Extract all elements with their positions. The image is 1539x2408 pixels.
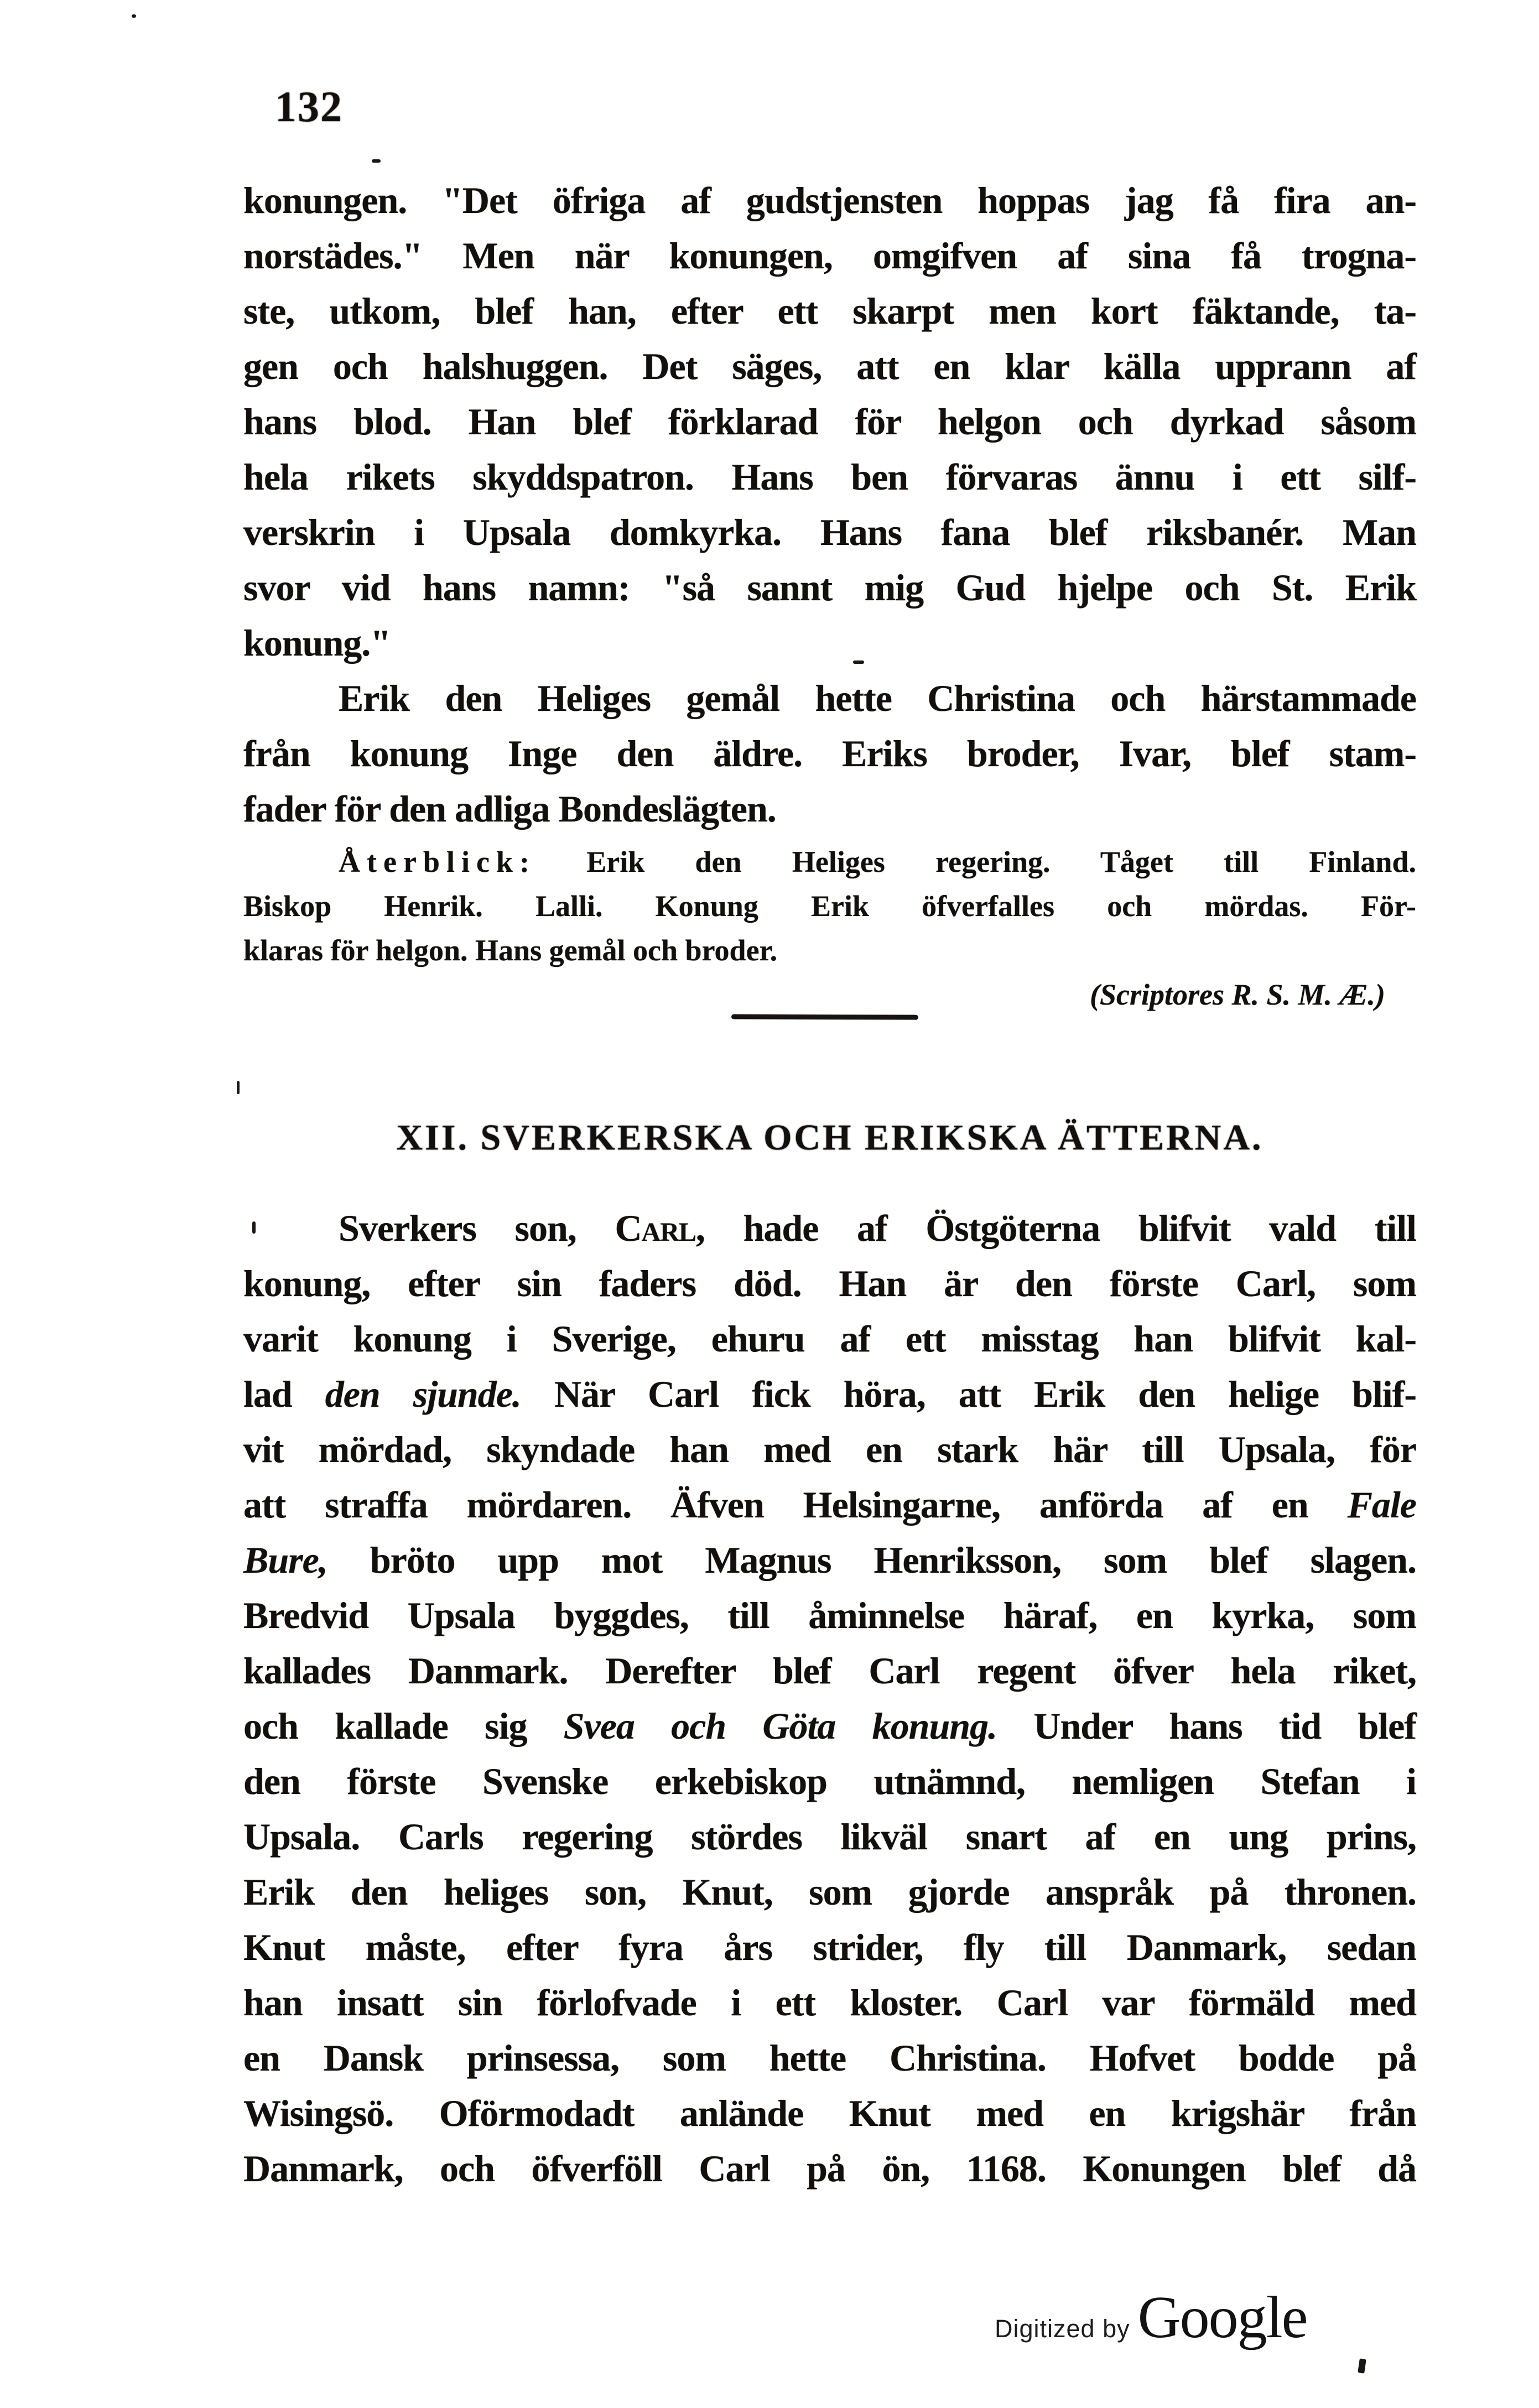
text-segment: fader för den adliga Bondeslägten. (243, 788, 776, 830)
scan-speck (132, 14, 136, 18)
review-note (243, 840, 1416, 1017)
text-segment: hela rikets skyddspatron. Hans ben förvaras ännu i ett silf- (243, 456, 1416, 498)
text-line (243, 2141, 1416, 2196)
text-line (243, 394, 1416, 449)
text-segment: kallades Danmark. Derefter blef Carl regent öfver hela riket, (243, 1650, 1416, 1692)
text-line (243, 2085, 1416, 2141)
text-line (243, 1920, 1416, 1975)
text-line (243, 339, 1416, 394)
smallcaps-segment: Carl (615, 1207, 696, 1249)
text-segment: ste, utkom, blef han, efter ett skarpt men kort fäktande, ta- (243, 290, 1416, 332)
text-segment: från konung Inge den äldre. Eriks broder, Ivar, blef stam- (243, 732, 1416, 774)
text-segment: lad (243, 1373, 325, 1415)
text-line (243, 1754, 1416, 1809)
text-segment: När Carl fick höra, att Erik den helige blif- (521, 1373, 1416, 1415)
text-segment: , hade af Östgöterna blifvit vald till (695, 1207, 1417, 1249)
text-segment: Upsala. Carls regering stördes likväl snart af en ung prins, (243, 1816, 1416, 1858)
text-segment: vit mördad, skyndade han med en stark här till Upsala, för (243, 1428, 1416, 1470)
text-segment: hans blod. Han blef förklarad för helgon och dyrkad såsom (243, 401, 1416, 443)
italic-segment: (Scriptores R. S. M. Æ.) (1089, 978, 1385, 1011)
text-line (243, 173, 1416, 228)
text-segment: Sverkers son, (339, 1207, 615, 1249)
text-segment: en Dansk prinsessa, som hette Christina. Hofvet bodde på (243, 2037, 1416, 2079)
text-segment: Erik den Heliges gemål hette Christina och härstammade (339, 677, 1416, 719)
text-segment: verskrin i Upsala domkyrka. Hans fana blef riksbanér. Man (243, 511, 1416, 553)
italic-segment: den sjunde. (325, 1373, 521, 1415)
text-line (243, 228, 1416, 283)
text-line (243, 1809, 1416, 1864)
text-segment: Bredvid Upsala byggdes, till åminnelse häraf, en kyrka, som (243, 1594, 1416, 1636)
text-line (243, 283, 1416, 339)
text-segment: norstädes." Men när konungen, omgifven af sina få trogna- (243, 235, 1416, 277)
text-line (243, 781, 1416, 836)
text-line (243, 840, 1416, 884)
text-line (243, 1975, 1416, 2030)
text-segment: Wisingsö. Oförmodadt anlände Knut med en krigshär från (243, 2092, 1416, 2134)
italic-segment: Fale (1347, 1484, 1416, 1526)
text-segment: Erik den heliges son, Knut, som gjorde anspråk på thronen. (243, 1871, 1416, 1913)
text-line (243, 1643, 1416, 1698)
text-segment: bröto upp mot Magnus Henriksson, som blef slagen. (327, 1539, 1416, 1581)
text-segment: konung, efter sin faders död. Han är den förste Carl, som (243, 1262, 1416, 1304)
paragraph-opening (243, 173, 1416, 670)
text-line (243, 726, 1416, 781)
text-line (243, 2030, 1416, 2085)
paragraph-erik-family (243, 670, 1416, 836)
text-line (243, 560, 1416, 615)
text-line (243, 1311, 1416, 1366)
watermark (995, 2284, 1307, 2352)
text-segment: den förste Svenske erkebiskop utnämnd, nemligen Stefan i (243, 1760, 1416, 1802)
text-line (243, 1256, 1416, 1311)
scan-speck (853, 660, 864, 664)
text-segment: svor vid hans namn: "så sannt mig Gud hjelpe och St. Erik (243, 566, 1416, 608)
text-segment: varit konung i Sverige, ehuru af ett misstag han blifvit kal- (243, 1318, 1416, 1360)
text-segment: klaras för helgon. Hans gemål och broder. (243, 934, 778, 967)
paragraph-sverker-son (243, 1200, 1416, 2196)
page-number: 132 (275, 82, 343, 131)
text-segment: konungen. "Det öfriga af gudstjensten hoppas jag få fira an- (243, 179, 1416, 221)
scan-speck (1358, 2358, 1366, 2373)
italic-segment: Svea och Göta konung. (563, 1705, 997, 1747)
text-line (243, 1532, 1416, 1588)
text-segment: gen och halshuggen. Det säges, att en klar källa upprann af (243, 345, 1416, 387)
text-segment: Under hans tid blef (997, 1705, 1417, 1747)
text-line (243, 1477, 1416, 1532)
text-segment: Knut måste, efter fyra års strider, fly till Danmark, sedan (243, 1926, 1416, 1968)
text-segment: Danmark, och öfverföll Carl på ön, 1168. Konungen blef då (243, 2147, 1416, 2189)
text-segment: och kallade sig (243, 1705, 564, 1747)
text-line (243, 670, 1416, 726)
text-line (243, 615, 1416, 670)
text-segment: Erik den Heliges regering. Tåget till Finland. (535, 845, 1416, 878)
text-line (243, 972, 1416, 1017)
text-line (243, 449, 1416, 505)
text-segment: konung." (243, 622, 391, 664)
scan-speck (237, 1081, 240, 1094)
text-segment: han insatt sin förlofvade i ett kloster. Carl var förmäld med (243, 1981, 1416, 2024)
section-heading: XII. SVERKERSKA OCH ERIKSKA ÄTTERNA. (396, 1117, 1264, 1158)
digitized-by-label: Digitized by (995, 2315, 1130, 2343)
italic-segment: Bure, (243, 1539, 327, 1581)
text-line (243, 1366, 1416, 1422)
text-line (243, 1422, 1416, 1477)
text-line (243, 1588, 1416, 1643)
text-line (243, 1200, 1416, 1256)
text-segment: att straffa mördaren. Äfven Helsingarne, anförda af en (243, 1484, 1348, 1526)
text-line (243, 1864, 1416, 1920)
text-line (243, 1698, 1416, 1754)
text-line (243, 884, 1416, 928)
spaced-segment: Återblick: (339, 845, 536, 878)
divider-rule (731, 1014, 918, 1020)
google-logo-text: Google (1137, 2285, 1307, 2350)
text-segment: Biskop Henrik. Lalli. Konung Erik öfverfalles och mördas. För- (243, 890, 1416, 923)
scan-speck (252, 1221, 256, 1234)
scan-speck (372, 159, 381, 163)
text-line (243, 505, 1416, 560)
text-line (243, 928, 1416, 972)
